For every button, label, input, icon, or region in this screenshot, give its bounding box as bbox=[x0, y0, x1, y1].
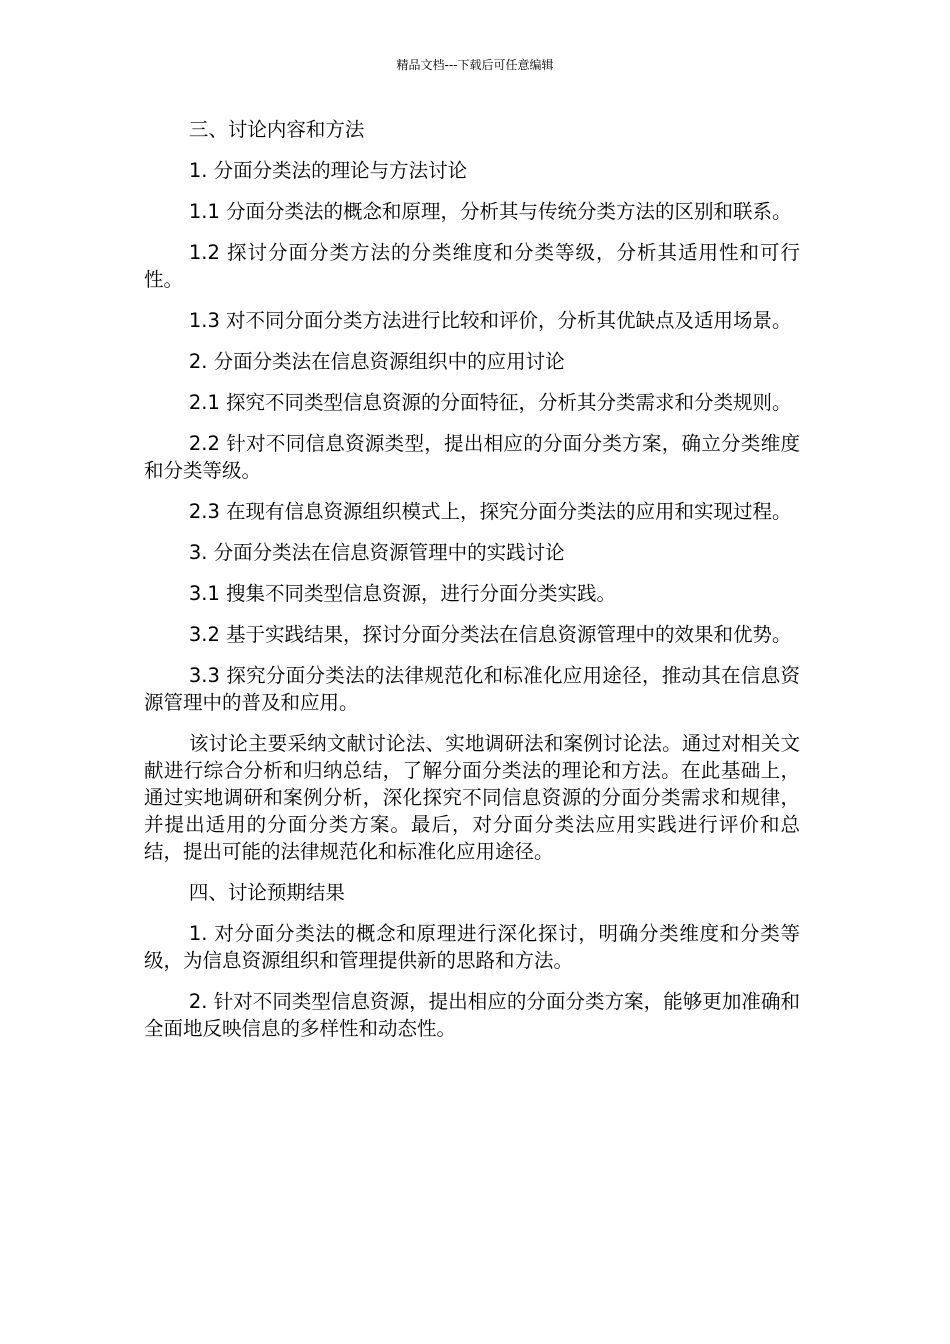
paragraph-2-1: 2.1 探究不同类型信息资源的分面特征，分析其分类需求和分类规则。 bbox=[188, 391, 792, 414]
expected-result-2: 2. 针对不同类型信息资源，提出相应的分面分类方案，能够更加准确和全面地反映信息的多样性和动态性。 bbox=[144, 990, 800, 1040]
subsection-heading-3: 3. 分面分类法在信息资源管理中的实践讨论 bbox=[188, 541, 565, 564]
methods-paragraph: 该讨论主要采纳文献讨论法、实地调研法和案例讨论法。通过对相关文献进行综合分析和归纳总结，了解分面分类法的理论和方法。在此基础上，通过实地调研和案例分析，深化探究不同信息资源的分面分类需求和规律，并提出适用的分面分类方案。最后，对分面分类法应用实践进行评价和总结，提出可能的法律规范化和标准化应用途径。 bbox=[144, 732, 800, 863]
expected-result-1: 1. 对分面分类法的概念和原理进行深化探讨，明确分类维度和分类等级，为信息资源组织和管理提供新的思路和方法。 bbox=[144, 922, 800, 972]
document-body bbox=[144, 116, 800, 1056]
paragraph-2-3: 2.3 在现有信息资源组织模式上，探究分面分类法的应用和实现过程。 bbox=[188, 500, 792, 523]
section-heading-expected-results: 四、讨论预期结果 bbox=[188, 881, 345, 904]
paragraph-1-1: 1.1 分面分类法的概念和原理，分析其与传统分类方法的区别和联系。 bbox=[188, 200, 792, 223]
paragraph-1-3: 1.3 对不同分面分类方法进行比较和评价，分析其优缺点及适用场景。 bbox=[188, 309, 792, 332]
subsection-heading-1: 1. 分面分类法的理论与方法讨论 bbox=[188, 159, 468, 182]
paragraph-3-1: 3.1 搜集不同类型信息资源，进行分面分类实践。 bbox=[188, 582, 617, 605]
section-heading-discussion-content: 三、讨论内容和方法 bbox=[188, 118, 365, 141]
subsection-heading-2: 2. 分面分类法在信息资源组织中的应用讨论 bbox=[188, 350, 565, 373]
page-header: 精品文档---下载后可任意编辑 bbox=[396, 58, 554, 72]
paragraph-1-2: 1.2 探讨分面分类方法的分类维度和分类等级，分析其适用性和可行性。 bbox=[144, 241, 800, 291]
paragraph-2-2: 2.2 针对不同信息资源类型，提出相应的分面分类方案，确立分类维度和分类等级。 bbox=[144, 432, 800, 482]
paragraph-3-3: 3.3 探究分面分类法的法律规范化和标准化应用途径，推动其在信息资源管理中的普及和应用。 bbox=[144, 664, 800, 714]
paragraph-3-2: 3.2 基于实践结果，探讨分面分类法在信息资源管理中的效果和优势。 bbox=[188, 623, 792, 646]
